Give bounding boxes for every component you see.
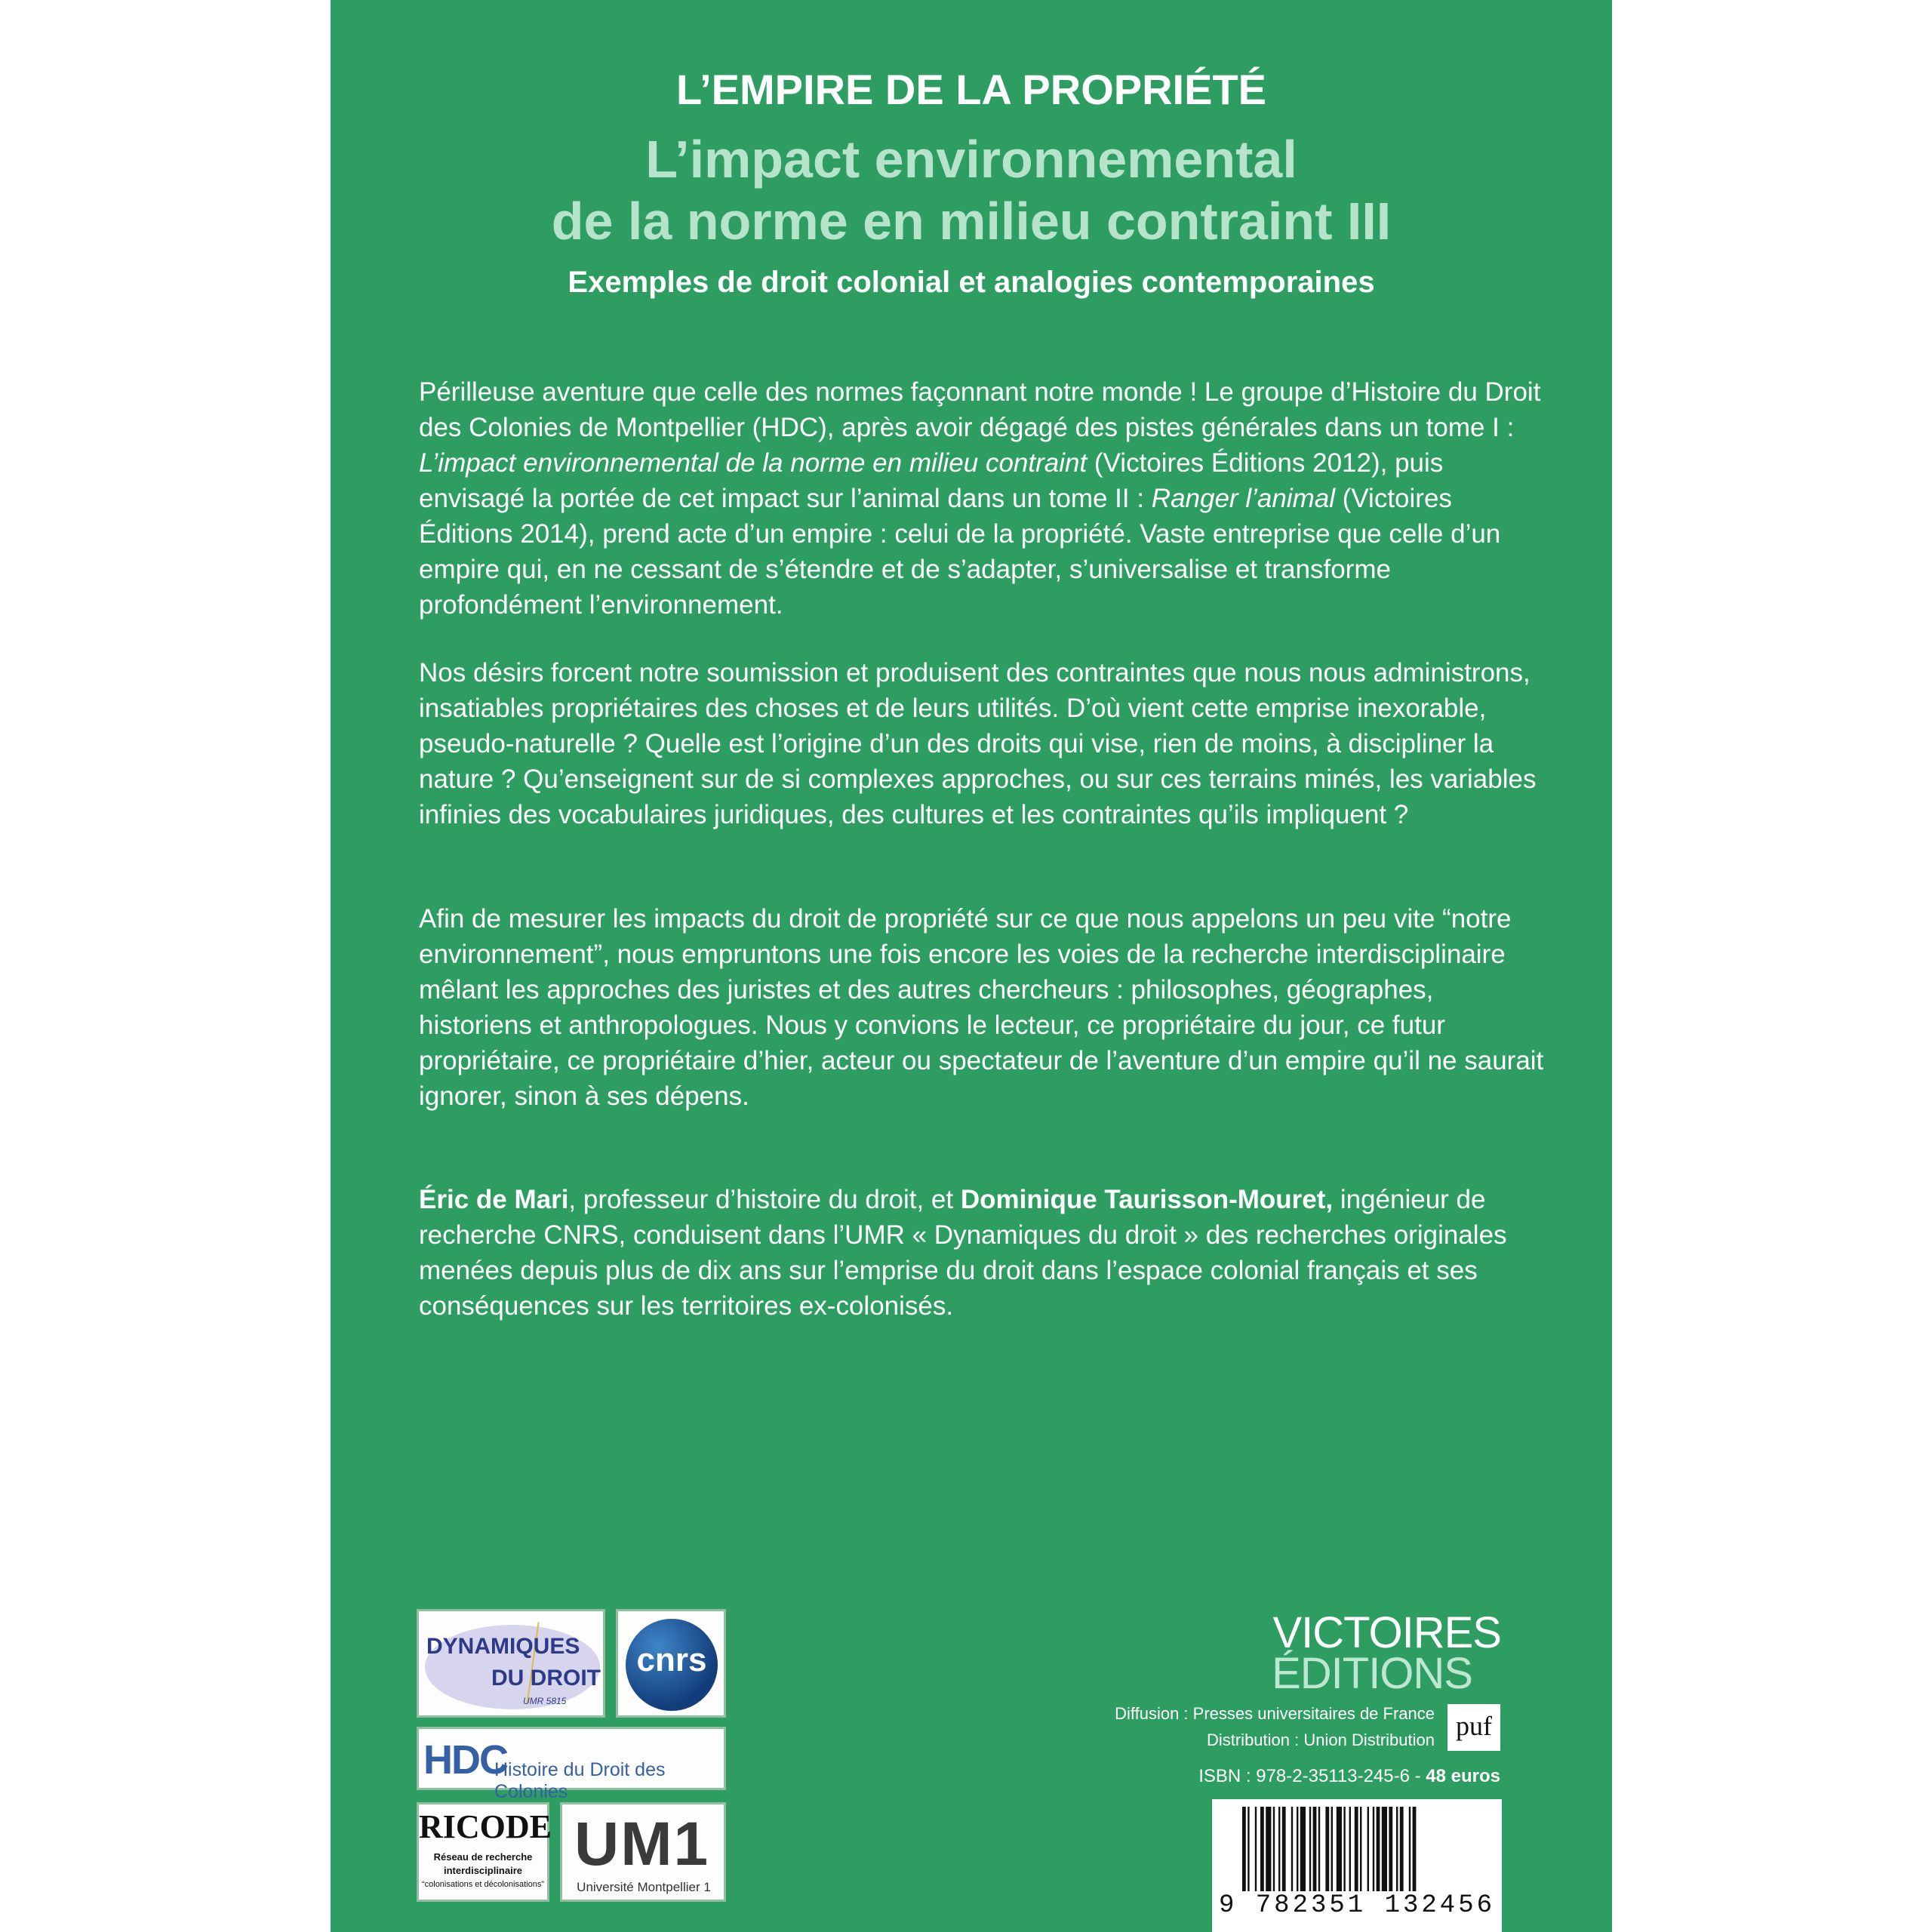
barcode-bar [1377, 1807, 1380, 1891]
barcode-bar [1331, 1807, 1333, 1891]
dynamiques-du-droit-logo [417, 1609, 605, 1718]
barcode-bar [1337, 1807, 1342, 1891]
isbn-line [1198, 1766, 1500, 1787]
barcode-bar [1400, 1807, 1404, 1891]
cnrs-logo [616, 1609, 726, 1718]
book-title: L’EMPIRE DE LA PROPRIÉTÉ [675, 66, 1267, 113]
barcode-bar [1349, 1807, 1351, 1891]
ricode-logo-big: RICODE [419, 1808, 552, 1845]
barcode-bar [1318, 1807, 1320, 1891]
barcode-bar [1367, 1807, 1369, 1891]
barcode [1212, 1799, 1502, 1932]
authors-text-b: ingénieur de recherche CNRS, conduisent dans l’UMR « Dynamiques du droit » des recherches originales menées depuis plus de dix ans sur l’emprise du droit dans l’espace colonial français et ses conséquences sur les territoires ex-colonisés. [419, 1185, 1507, 1321]
subtitle-line-1: L’impact environnemental [645, 130, 1297, 189]
paragraph-3: Afin de mesurer les impacts du droit de propriété sur ce que nous appelons un peu vite “notre environnement”, nous empruntons une fois encore les voies de la recherche interdisciplinaire mêlant les approches des juristes et des autres chercheurs : philosophes, géographes, historiens et anthropologues. Nous y convions le lecteur, ce propriétaire du jour, ce futur propriétaire, ce propriétaire d’hier, acteur ou spectateur de l’aventure d’un empire qu’il ne saurait ignorer, sinon à ses dépens. [419, 904, 1544, 1111]
isbn-text: ISBN : 978-2-35113-245-6 - [1198, 1766, 1426, 1786]
paragraph-1-italic-title-2: Ranger l’animal [1151, 484, 1335, 513]
distribution-text: Distribution : Union Distribution [1206, 1730, 1435, 1749]
barcode-bar [1355, 1807, 1358, 1891]
barcode-bar [1413, 1807, 1417, 1891]
barcode-bar [1409, 1807, 1411, 1891]
publisher-name-line-2: ÉDITIONS [1272, 1649, 1472, 1698]
author-1: Éric de Mari [419, 1185, 569, 1214]
paragraph-1-italic-title-1: L’impact environnemental de la norme en milieu contraint [419, 448, 1088, 478]
barcode-bar [1343, 1807, 1345, 1891]
barcode-bar [1309, 1807, 1311, 1891]
ricode-logo-line-2: interdisciplinaire [443, 1865, 523, 1876]
ricode-logo [417, 1802, 552, 1902]
barcode-bar [1273, 1807, 1275, 1891]
barcode-number: 9 782351 132456 [1218, 1891, 1496, 1920]
barcode-bar [1247, 1807, 1249, 1891]
barcode-bar [1382, 1807, 1387, 1891]
book-subtitle [331, 128, 1612, 252]
barcode-bar [1282, 1807, 1286, 1891]
um1-logo [560, 1802, 726, 1902]
diffusion-text: Diffusion : Presses universitaires de France [1115, 1704, 1435, 1723]
paragraph-1-text-c: (Victoires Éditions 2014), prend acte d’un empire : celui de la propriété. Vaste entreprise que celle d’un empire qui, en ne cessant de s’étendre et de s’adapter, s’universalise et transforme profondément l’environnement. [419, 484, 1501, 620]
hdc-logo-small: Histoire du Droit des Colonies [494, 1759, 666, 1802]
barcode-bar [1255, 1807, 1257, 1891]
barcode-bar [1291, 1807, 1293, 1891]
hdc-logo-big: HDC [423, 1737, 507, 1783]
barcode-bar [1313, 1807, 1317, 1891]
authors-text-a: , professeur d’histoire du droit, et [568, 1185, 961, 1214]
um1-logo-big: UM1 [574, 1810, 710, 1878]
hdc-logo [417, 1727, 726, 1802]
barcode-bar [1266, 1807, 1271, 1891]
cnrs-logo-text: cnrs [636, 1641, 707, 1678]
barcode-bar [1396, 1807, 1398, 1891]
back-cover [331, 0, 1612, 1932]
puf-logo: puf [1447, 1704, 1500, 1751]
barcode-bar [1389, 1807, 1392, 1891]
publisher-name-line-1: VICTOIRES [1272, 1608, 1501, 1657]
dyn-logo-line-2: DU DROIT [491, 1666, 601, 1690]
authors-paragraph [419, 1182, 1551, 1324]
um1-logo-small: Université Montpellier 1 [577, 1880, 711, 1894]
barcode-bar [1373, 1807, 1374, 1891]
barcode-bar [1325, 1807, 1329, 1891]
paragraph-2: Nos désirs forcent notre soumission et produisent des contraintes que nous nous administrons, insatiables propriétaires des choses et de leurs utilités. D’où vient cette emprise inexorable, pseudo-naturelle ? Quelle est l’origine d’un des droits qui vise, rien de moins, à discipliner la nature ? Qu’enseignent sur de si complexes approches, ou sur ces terrains minés, les variables infinies des vocabulaires juridiques, des cultures et les contraintes qu’ils impliquent ? [419, 658, 1537, 829]
paragraph-1 [419, 374, 1551, 623]
price: 48 euros [1426, 1766, 1500, 1786]
barcode-bar [1260, 1807, 1264, 1891]
author-2: Dominique Taurisson-Mouret, [960, 1185, 1334, 1214]
barcode-bar [1297, 1807, 1298, 1891]
barcode-bars [1242, 1807, 1472, 1891]
ricode-logo-line-1: Réseau de recherche [433, 1851, 533, 1863]
barcode-bar [1360, 1807, 1361, 1891]
ricode-logo-line-3: “colonisations et décolonisations” [421, 1880, 545, 1889]
book-subtitle-2: Exemples de droit colonial et analogies contemporaines [568, 266, 1375, 299]
paragraph-1-text-a: Périlleuse aventure que celle des normes façonnant notre monde ! Le groupe d’Histoire du Droit des Colonies de Montpellier (HDC), après avoir dégagé des pistes générales dans un tome I : [419, 377, 1541, 442]
paragraph-1-text-b: (Victoires Éditions 2012), puis envisagé la portée de cet impact sur l’animal dans un tome II : [419, 448, 1444, 513]
barcode-bar [1300, 1807, 1306, 1891]
dyn-logo-line-3: UMR 5815 [523, 1696, 567, 1706]
barcode-bar [1242, 1807, 1246, 1891]
subtitle-line-2: de la norme en milieu contraint III [551, 192, 1392, 251]
barcode-bar [1278, 1807, 1280, 1891]
dyn-logo-line-1: DYNAMIQUES [426, 1634, 580, 1659]
